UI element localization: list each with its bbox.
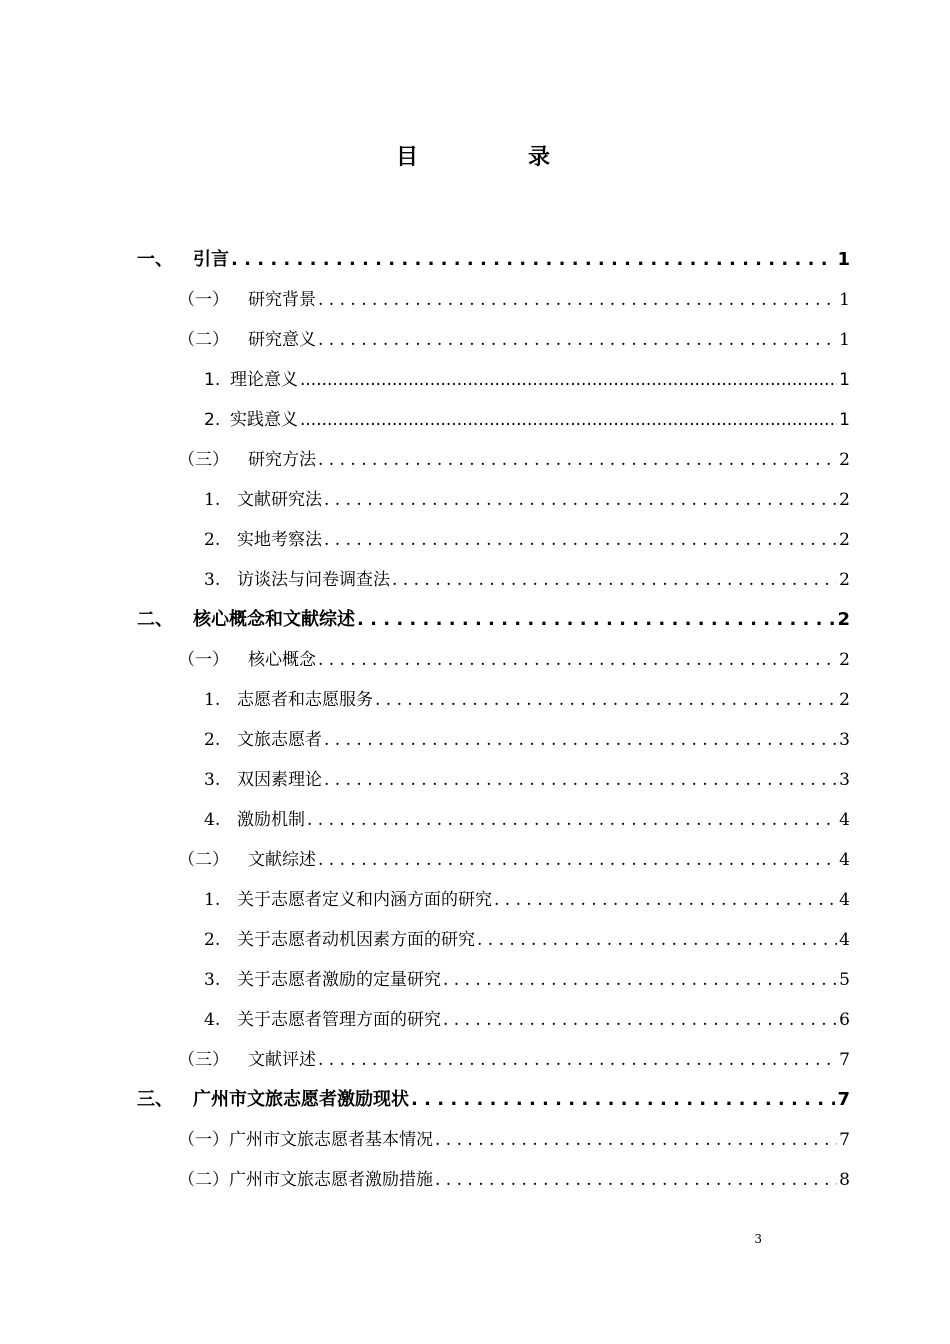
toc-entry-text: 实践意义 bbox=[230, 410, 298, 430]
toc-entry-text: 文献研究法 bbox=[237, 490, 322, 510]
dot-leader bbox=[318, 285, 837, 315]
toc-entry-page: 1 bbox=[839, 290, 850, 310]
toc-entry-number: （三） bbox=[178, 1050, 229, 1070]
toc-entry-number: （三） bbox=[178, 450, 229, 470]
toc-entry-page: 2 bbox=[839, 450, 850, 470]
dot-leader bbox=[318, 1045, 837, 1075]
dot-leader bbox=[324, 765, 837, 795]
toc-entry-number: 1. bbox=[204, 690, 221, 710]
toc-entry-text: 关于志愿者定义和内涵方面的研究 bbox=[237, 890, 492, 910]
page-number: 3 bbox=[754, 1232, 762, 1246]
dot-leader bbox=[300, 365, 837, 395]
toc-entry-chapter-3[interactable] bbox=[137, 1085, 850, 1115]
dot-leader bbox=[300, 405, 837, 435]
toc-entry-number: 2. bbox=[204, 930, 221, 950]
toc-entry-text: 文献综述 bbox=[248, 850, 316, 870]
toc-entry-number: 2. bbox=[204, 730, 221, 750]
toc-entry-text: 研究方法 bbox=[248, 450, 316, 470]
toc-entry-page: 1 bbox=[837, 249, 850, 270]
toc-entry-text: 理论意义 bbox=[230, 370, 298, 390]
dot-leader bbox=[318, 845, 837, 875]
toc-entry-subsection[interactable] bbox=[204, 485, 850, 515]
toc-entry-text: 实地考察法 bbox=[237, 530, 322, 550]
toc-entry-subsection[interactable] bbox=[204, 765, 850, 795]
toc-entry-number: 1. bbox=[204, 490, 221, 510]
toc-entry-subsection[interactable] bbox=[204, 1005, 850, 1035]
toc-entry-subsection[interactable] bbox=[204, 365, 850, 395]
toc-entry-subsection[interactable] bbox=[204, 405, 850, 435]
dot-leader bbox=[318, 325, 837, 355]
dot-leader bbox=[392, 565, 837, 595]
dot-leader bbox=[318, 645, 837, 675]
dot-leader bbox=[494, 885, 837, 915]
toc-entry-number: 二、 bbox=[137, 609, 173, 630]
toc-entry-section[interactable] bbox=[178, 445, 850, 475]
toc-entry-text: 研究背景 bbox=[248, 290, 316, 310]
dot-leader bbox=[443, 965, 837, 995]
toc-entry-text: 研究意义 bbox=[248, 330, 316, 350]
dot-leader bbox=[443, 1005, 837, 1035]
toc-entry-page: 2 bbox=[837, 609, 850, 630]
toc-entry-text: 核心概念和文献综述 bbox=[193, 609, 355, 630]
toc-entry-page: 5 bbox=[839, 970, 850, 990]
toc-entry-text: 关于志愿者激励的定量研究 bbox=[237, 970, 441, 990]
dot-leader bbox=[411, 1085, 835, 1115]
toc-entry-number: 3. bbox=[204, 570, 221, 590]
toc-entry-number: 2. bbox=[204, 530, 221, 550]
toc-entry-chapter-2[interactable] bbox=[137, 605, 850, 635]
toc-entry-text: 广州市文旅志愿者激励现状 bbox=[193, 1089, 409, 1110]
dot-leader bbox=[375, 685, 837, 715]
toc-entry-page: 3 bbox=[839, 730, 850, 750]
toc-entry-page: 3 bbox=[839, 770, 850, 790]
toc-entry-page: 1 bbox=[839, 330, 850, 350]
toc-entry-number: 4. bbox=[204, 1010, 221, 1030]
toc-entry-text: 文旅志愿者 bbox=[237, 730, 322, 750]
toc-entry-subsection[interactable] bbox=[204, 685, 850, 715]
toc-entry-page: 4 bbox=[839, 930, 850, 950]
toc-entry-text: 关于志愿者管理方面的研究 bbox=[237, 1010, 441, 1030]
toc-entry-number: 1. bbox=[204, 890, 221, 910]
toc-entry-number: 4. bbox=[204, 810, 221, 830]
toc-entry-subsection[interactable] bbox=[204, 925, 850, 955]
toc-entry-page: 7 bbox=[839, 1050, 850, 1070]
toc-entry-text: 关于志愿者动机因素方面的研究 bbox=[237, 930, 475, 950]
toc-entry-subsection[interactable] bbox=[204, 725, 850, 755]
toc-entry-page: 1 bbox=[839, 410, 850, 430]
toc-entry-page: 4 bbox=[839, 850, 850, 870]
toc-entry-page: 2 bbox=[839, 690, 850, 710]
toc-entry-number: （一） bbox=[178, 290, 229, 310]
toc-entry-number: （二） bbox=[178, 1170, 229, 1190]
toc-entry-text: 双因素理论 bbox=[237, 770, 322, 790]
toc-entry-subsection[interactable] bbox=[204, 805, 850, 835]
dot-leader bbox=[307, 805, 837, 835]
toc-entry-number: （一） bbox=[178, 650, 229, 670]
toc-entry-text: 广州市文旅志愿者基本情况 bbox=[229, 1130, 433, 1150]
toc-entry-number: （一） bbox=[178, 1130, 229, 1150]
toc-entry-chapter-1[interactable] bbox=[137, 245, 850, 275]
toc-entry-subsection[interactable] bbox=[204, 885, 850, 915]
toc-entry-page: 7 bbox=[837, 1089, 850, 1110]
toc-entry-page: 7 bbox=[839, 1130, 850, 1150]
dot-leader bbox=[357, 605, 835, 635]
toc-entry-number: （二） bbox=[178, 330, 229, 350]
toc-entry-page: 1 bbox=[839, 370, 850, 390]
toc-entry-section[interactable] bbox=[178, 845, 850, 875]
dot-leader bbox=[324, 485, 837, 515]
toc-entry-section[interactable] bbox=[178, 1165, 850, 1195]
toc-entry-section[interactable] bbox=[178, 1125, 850, 1155]
toc-entry-page: 2 bbox=[839, 530, 850, 550]
dot-leader bbox=[231, 245, 835, 275]
toc-entry-text: 核心概念 bbox=[248, 650, 316, 670]
toc-entry-subsection[interactable] bbox=[204, 965, 850, 995]
toc-entry-number: 2. bbox=[204, 410, 221, 430]
toc-entry-number: 一、 bbox=[137, 249, 173, 270]
toc-entry-text: 引言 bbox=[193, 249, 229, 270]
toc-title: 目 录 bbox=[395, 145, 594, 170]
toc-entry-page: 2 bbox=[839, 650, 850, 670]
toc-entry-number: 1. bbox=[204, 370, 221, 390]
toc-entry-page: 8 bbox=[839, 1170, 850, 1190]
toc-entry-text: 广州市文旅志愿者激励措施 bbox=[229, 1170, 433, 1190]
dot-leader bbox=[435, 1165, 837, 1195]
dot-leader bbox=[324, 525, 837, 555]
toc-entry-number: 3. bbox=[204, 970, 221, 990]
dot-leader bbox=[435, 1125, 837, 1155]
toc-entry-number: （二） bbox=[178, 850, 229, 870]
toc-entry-subsection[interactable] bbox=[204, 525, 850, 555]
dot-leader bbox=[318, 445, 837, 475]
toc-entry-section[interactable] bbox=[178, 1045, 850, 1075]
toc-entry-section[interactable] bbox=[178, 285, 850, 315]
toc-entry-page: 2 bbox=[839, 570, 850, 590]
toc-entry-section[interactable] bbox=[178, 325, 850, 355]
toc-entry-text: 志愿者和志愿服务 bbox=[237, 690, 373, 710]
toc-entry-section[interactable] bbox=[178, 645, 850, 675]
toc-entry-page: 6 bbox=[839, 1010, 850, 1030]
toc-entry-page: 2 bbox=[839, 490, 850, 510]
toc-entry-number: 3. bbox=[204, 770, 221, 790]
toc-entry-text: 访谈法与问卷调查法 bbox=[237, 570, 390, 590]
toc-entry-text: 文献评述 bbox=[248, 1050, 316, 1070]
dot-leader bbox=[324, 725, 837, 755]
toc-entry-number: 三、 bbox=[137, 1089, 173, 1110]
toc-entry-page: 4 bbox=[839, 810, 850, 830]
toc-entry-text: 激励机制 bbox=[237, 810, 305, 830]
dot-leader bbox=[477, 925, 837, 955]
toc-entry-page: 4 bbox=[839, 890, 850, 910]
toc-entry-subsection[interactable] bbox=[204, 565, 850, 595]
